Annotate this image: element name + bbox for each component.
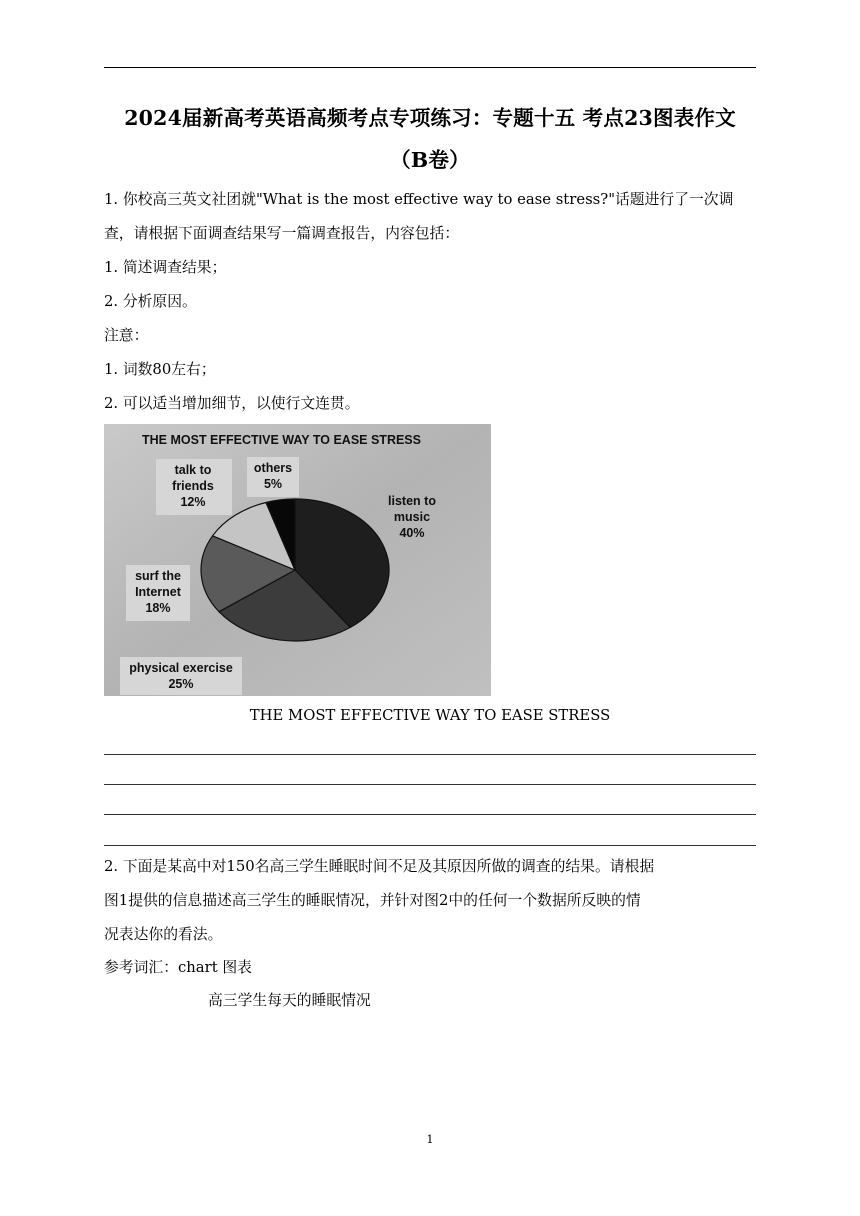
slice-name-label: surf the [135, 569, 181, 583]
answer-line [104, 845, 756, 846]
slice-name-label: listen to [388, 494, 436, 508]
q1-requirement-2: 2. 分析原因。 [104, 293, 197, 310]
chart-title: THE MOST EFFECTIVE WAY TO EASE STRESS [142, 433, 421, 447]
q2-vocab: 参考词汇：chart 图表 [104, 959, 252, 976]
slice-name-label: music [393, 510, 431, 524]
q1-prompt-line2: 查，请根据下面调查结果写一篇调查报告，内容包括： [104, 225, 460, 242]
pie-chart-figure [104, 424, 491, 696]
slice-percent-label: 40% [399, 526, 425, 540]
q2-prompt-line1: 2. 下面是某高中对150名高三学生睡眠时间不足及其原因所做的调查的结果。请根据 [104, 858, 655, 875]
document-title-line1: 2024届新高考英语高频考点专项练习：专题十五 考点23图表作文 [124, 106, 736, 130]
slice-name-label: others [253, 461, 293, 475]
q2-prompt-line3: 况表达你的看法。 [104, 926, 223, 943]
q1-note-label: 注意： [104, 327, 149, 344]
answer-line [104, 784, 756, 785]
slice-name-label: physical exercise [129, 661, 233, 675]
slice-percent-label: 5% [263, 477, 283, 491]
slice-name-label: friends [172, 479, 214, 493]
q1-chart-caption: THE MOST EFFECTIVE WAY TO EASE STRESS [249, 707, 611, 724]
pie-chart [104, 424, 491, 696]
q1-requirement-1: 1. 简述调查结果； [104, 259, 227, 276]
page-number: 1 [426, 1133, 434, 1146]
slice-percent-label: 12% [180, 495, 206, 509]
q1-note-2: 2. 可以适当增加细节，以使行文连贯。 [104, 395, 360, 412]
q2-prompt-line2: 图1提供的信息描述高三学生的睡眠情况，并针对图2中的任何一个数据所反映的情 [104, 892, 641, 909]
header-rule [104, 67, 756, 68]
document-title-line2: （B卷） [390, 148, 470, 172]
slice-percent-label: 25% [168, 677, 194, 691]
q1-note-1: 1. 词数80左右； [104, 361, 216, 378]
pie-slices [201, 499, 389, 641]
q1-prompt-line1: 1. 你校高三英文社团就"What is the most effective way to ease stress?"话题进行了一次调 [104, 191, 734, 208]
slice-percent-label: 18% [145, 601, 171, 615]
slice-name-label: talk to [174, 463, 212, 477]
slice-name-label: Internet [135, 585, 181, 599]
answer-line [104, 814, 756, 815]
answer-line [104, 754, 756, 755]
q2-chart-title: 高三学生每天的睡眠情况 [208, 992, 371, 1009]
